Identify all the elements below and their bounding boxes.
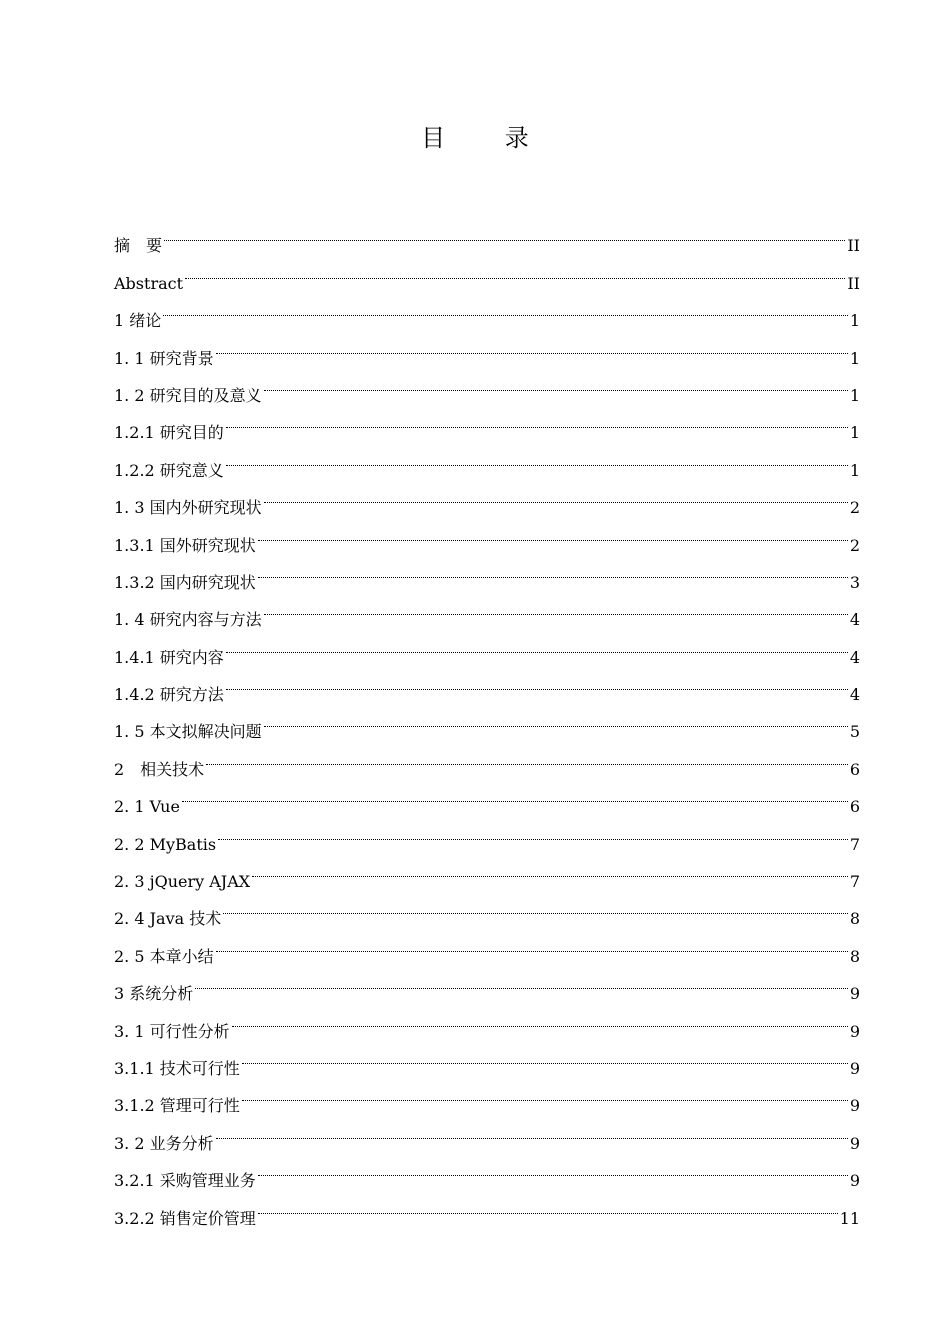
toc-entry[interactable] [114, 924, 860, 966]
toc-dot-leader [216, 1111, 848, 1148]
toc-entry-label: 3.2.2 销售定价管理 [114, 1208, 256, 1228]
toc-entry[interactable] [114, 663, 860, 705]
toc-entry-label: 2. 2 MyBatis [114, 834, 217, 854]
toc-entry[interactable] [114, 476, 860, 518]
toc-entry-label: 3.1.2 管理可行性 [114, 1096, 240, 1116]
toc-entry-label: 摘 要 [114, 236, 163, 256]
toc-dot-leader [242, 1074, 848, 1111]
toc-page-number: 9 [849, 1133, 860, 1153]
toc-dot-leader [258, 1149, 848, 1186]
toc-entry[interactable] [114, 999, 860, 1041]
toc-dot-leader [258, 551, 848, 588]
toc-dot-leader [264, 700, 848, 737]
toc-page-number: 4 [849, 685, 860, 705]
toc-entry[interactable] [114, 251, 860, 293]
toc-entry-label: 2 相关技术 [114, 759, 205, 779]
toc-entry[interactable] [114, 700, 860, 742]
toc-page-number: 9 [849, 1096, 860, 1116]
toc-dot-leader [264, 476, 848, 513]
toc-entry-label: 3. 1 可行性分析 [114, 1021, 230, 1041]
toc-entry[interactable] [114, 737, 860, 779]
toc-page-number: 6 [849, 759, 860, 779]
toc-entry-label: 1.2.1 研究目的 [114, 423, 224, 443]
toc-entry-label: 1.4.2 研究方法 [114, 685, 224, 705]
toc-page-number: 6 [849, 797, 860, 817]
toc-entry[interactable] [114, 326, 860, 368]
toc-page-number: II [847, 273, 860, 293]
toc-entry-label: 2. 1 Vue [114, 797, 180, 817]
toc-dot-leader [206, 737, 848, 774]
toc-page-number: 9 [849, 984, 860, 1004]
toc-page-number: 4 [849, 647, 860, 667]
toc-entry-label: 1. 4 研究内容与方法 [114, 610, 262, 630]
toc-entry[interactable] [114, 1111, 860, 1153]
toc-entry-label: 1. 2 研究目的及意义 [114, 385, 262, 405]
toc-dot-leader [264, 588, 848, 625]
toc-entry-label: 3. 2 业务分析 [114, 1133, 214, 1153]
toc-entry[interactable] [114, 364, 860, 405]
toc-entry[interactable] [114, 962, 860, 1004]
toc-page-number: 11 [839, 1208, 860, 1228]
table-of-contents [114, 214, 860, 1228]
toc-dot-leader [252, 850, 848, 887]
toc-dot-leader [226, 625, 848, 662]
page-title: 目 录 [421, 124, 555, 152]
toc-entry[interactable] [114, 289, 860, 331]
toc-dot-leader [216, 924, 848, 961]
toc-dot-leader [258, 513, 848, 550]
toc-dot-leader [232, 999, 848, 1036]
toc-entry[interactable] [114, 401, 860, 443]
toc-page-number: 1 [849, 385, 860, 405]
toc-page-number: 2 [849, 535, 860, 555]
toc-dot-leader [223, 887, 848, 924]
toc-page-number: 9 [849, 1021, 860, 1041]
toc-page-number: 7 [849, 872, 860, 892]
toc-page-number: 9 [849, 1058, 860, 1078]
toc-entry[interactable] [114, 887, 860, 929]
toc-entry-label: 3.2.1 采购管理业务 [114, 1171, 256, 1191]
toc-dot-leader [258, 1186, 838, 1223]
toc-page-number: 1 [849, 348, 860, 368]
toc-entry[interactable] [114, 850, 860, 892]
toc-page-number: 1 [849, 311, 860, 331]
toc-page-number: 2 [849, 498, 860, 518]
toc-dot-leader [164, 214, 845, 251]
toc-dot-leader [226, 663, 848, 700]
toc-page-number: 5 [849, 722, 860, 742]
toc-page-number: 8 [849, 909, 860, 929]
toc-page-number: 1 [849, 460, 860, 480]
toc-page-number: 3 [849, 572, 860, 592]
toc-page-number: 8 [849, 946, 860, 966]
toc-entry[interactable] [114, 214, 860, 256]
toc-entry-label: 1 绪论 [114, 311, 162, 331]
toc-dot-leader [195, 962, 848, 999]
toc-entry-label: 2. 5 本章小结 [114, 946, 214, 966]
toc-entry[interactable] [114, 775, 860, 817]
toc-entry-label: 3.1.1 技术可行性 [114, 1058, 240, 1078]
toc-entry[interactable] [114, 1149, 860, 1191]
toc-entry[interactable] [114, 812, 860, 854]
toc-entry-label: 1. 3 国内外研究现状 [114, 498, 262, 518]
toc-entry-label: 1.2.2 研究意义 [114, 460, 224, 480]
toc-entry-label: 1. 5 本文拟解决问题 [114, 722, 262, 742]
toc-entry[interactable] [114, 625, 860, 667]
toc-dot-leader [182, 775, 848, 812]
toc-dot-leader [163, 289, 848, 326]
toc-dot-leader [242, 1037, 848, 1074]
toc-page-number: 9 [849, 1171, 860, 1191]
toc-entry-label: 2. 3 jQuery AJAX [114, 872, 251, 892]
toc-dot-leader [226, 401, 848, 438]
toc-entry[interactable] [114, 438, 860, 480]
toc-page-number: 4 [849, 610, 860, 630]
toc-dot-leader [264, 364, 848, 401]
toc-entry-label: Abstract [114, 273, 184, 293]
toc-entry-label: 1.3.2 国内研究现状 [114, 572, 256, 592]
toc-entry-label: 3 系统分析 [114, 984, 194, 1004]
toc-entry-label: 1. 1 研究背景 [114, 348, 214, 368]
toc-dot-leader [218, 812, 848, 849]
toc-page-number: II [847, 236, 860, 256]
toc-entry-label: 1.4.1 研究内容 [114, 647, 224, 667]
toc-entry-label: 1.3.1 国外研究现状 [114, 535, 256, 555]
toc-entry-label: 2. 4 Java 技术 [114, 909, 222, 929]
toc-dot-leader [185, 251, 845, 288]
toc-page-number: 7 [849, 834, 860, 854]
toc-page-number: 1 [849, 423, 860, 443]
toc-dot-leader [226, 438, 848, 475]
toc-dot-leader [216, 326, 848, 363]
